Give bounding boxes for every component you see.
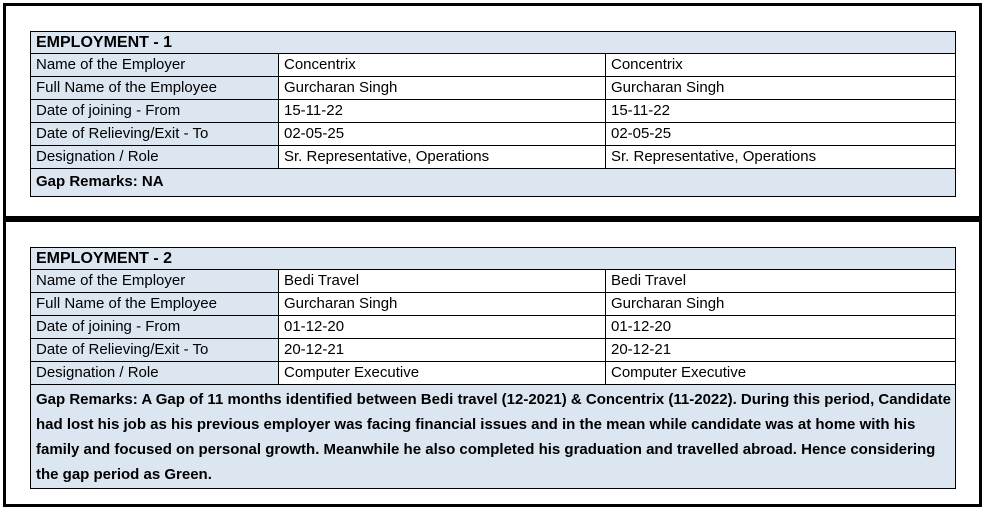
date-relieving-value-1: 02-05-25 bbox=[279, 123, 606, 146]
row-label-designation: Designation / Role bbox=[31, 362, 279, 385]
employee-name-value-1: Gurcharan Singh bbox=[279, 293, 606, 316]
employment-2-title: EMPLOYMENT - 2 bbox=[31, 248, 956, 270]
date-relieving-value-1: 20-12-21 bbox=[279, 339, 606, 362]
table-row bbox=[31, 362, 956, 385]
row-label-employee-name: Full Name of the Employee bbox=[31, 293, 279, 316]
row-label-employer: Name of the Employer bbox=[31, 270, 279, 293]
designation-value-1: Sr. Representative, Operations bbox=[279, 146, 606, 169]
date-joining-value-1: 15-11-22 bbox=[279, 100, 606, 123]
table-row bbox=[31, 54, 956, 77]
table-row bbox=[31, 339, 956, 362]
table-row bbox=[31, 32, 956, 54]
row-label-employer: Name of the Employer bbox=[31, 54, 279, 77]
designation-value-1: Computer Executive bbox=[279, 362, 606, 385]
date-relieving-value-2: 20-12-21 bbox=[606, 339, 956, 362]
table-row bbox=[31, 316, 956, 339]
employment-2-table bbox=[30, 247, 956, 489]
row-label-date-relieving: Date of Relieving/Exit - To bbox=[31, 339, 279, 362]
employment-1-title: EMPLOYMENT - 1 bbox=[31, 32, 956, 54]
row-label-date-joining: Date of joining - From bbox=[31, 316, 279, 339]
employment-2-section bbox=[3, 219, 982, 507]
table-row bbox=[31, 248, 956, 270]
date-joining-value-1: 01-12-20 bbox=[279, 316, 606, 339]
row-label-designation: Designation / Role bbox=[31, 146, 279, 169]
table-row bbox=[31, 270, 956, 293]
employee-name-value-2: Gurcharan Singh bbox=[606, 77, 956, 100]
employer-value-2: Bedi Travel bbox=[606, 270, 956, 293]
employment-1-section bbox=[3, 3, 982, 219]
date-joining-value-2: 01-12-20 bbox=[606, 316, 956, 339]
table-row bbox=[31, 169, 956, 197]
employer-value-1: Concentrix bbox=[279, 54, 606, 77]
employment-1-table bbox=[30, 31, 956, 197]
table-row bbox=[31, 77, 956, 100]
gap-remarks-employment-1: Gap Remarks: NA bbox=[31, 169, 956, 197]
employer-value-1: Bedi Travel bbox=[279, 270, 606, 293]
row-label-employee-name: Full Name of the Employee bbox=[31, 77, 279, 100]
table-row bbox=[31, 293, 956, 316]
table-row bbox=[31, 385, 956, 489]
employer-value-2: Concentrix bbox=[606, 54, 956, 77]
designation-value-2: Computer Executive bbox=[606, 362, 956, 385]
row-label-date-relieving: Date of Relieving/Exit - To bbox=[31, 123, 279, 146]
employee-name-value-2: Gurcharan Singh bbox=[606, 293, 956, 316]
gap-remarks-employment-2: Gap Remarks: A Gap of 11 months identified between Bedi travel (12-2021) & Concentrix (11-2022). During this period, Candidate had lost his job as his previous employer was facing financial issues and in the mean while candidate was at home with his family and focused on personal growth. Meanwhile he also completed his graduation and travelled abroad. Hence considering the gap period as Green. bbox=[31, 385, 956, 489]
table-row bbox=[31, 123, 956, 146]
designation-value-2: Sr. Representative, Operations bbox=[606, 146, 956, 169]
table-row bbox=[31, 146, 956, 169]
table-row bbox=[31, 100, 956, 123]
employee-name-value-1: Gurcharan Singh bbox=[279, 77, 606, 100]
date-relieving-value-2: 02-05-25 bbox=[606, 123, 956, 146]
row-label-date-joining: Date of joining - From bbox=[31, 100, 279, 123]
date-joining-value-2: 15-11-22 bbox=[606, 100, 956, 123]
